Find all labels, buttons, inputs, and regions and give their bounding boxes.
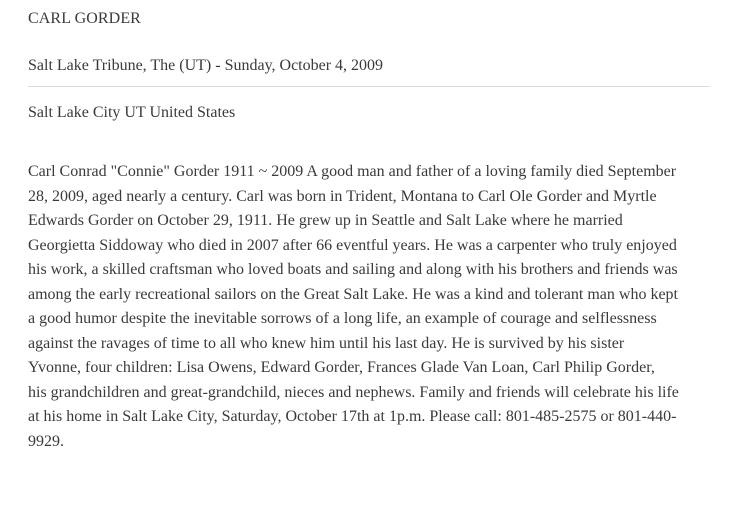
body-line: at his home in Salt Lake City, Saturday, October 17th at 1p.m. Please call: 801-485-2575 or 801-440-: [28, 408, 677, 425]
body-line: his work, a skilled craftsman who loved boats and sailing and along with his brothers and friends was: [28, 261, 678, 278]
body-line: Georgietta Siddoway who died in 2007 after 66 eventful years. He was a carpenter who truly enjoyed: [28, 236, 677, 254]
obituary-name: CARL GORDER: [28, 10, 141, 27]
body-line: 28, 2009, aged nearly a century. Carl was born in Trident, Montana to Carl Ole Gorder and Myrtle: [28, 187, 657, 205]
publication-source: Salt Lake Tribune, The (UT) - Sunday, October 4, 2009: [28, 57, 384, 74]
body-line: among the early recreational sailors on the Great Salt Lake. He was a kind and tolerant man who kept: [28, 285, 678, 303]
body-line: Yvonne, four children: Lisa Owens, Edward Gorder, Frances Glade Van Loan, Carl Philip Gorder,: [28, 359, 655, 376]
body-line: against the ravages of time to all who knew him until his last day. He is survived by his sister: [28, 334, 625, 352]
body-line: his grandchildren and great-grandchild, nieces and nephews. Family and friends will celebrate his life: [28, 383, 679, 401]
obituary-body: [28, 160, 716, 454]
body-line: Edwards Gorder on October 29, 1911. He grew up in Seattle and Salt Lake where he married: [28, 212, 623, 229]
body-line: a good humor despite the inevitable sorrows of a long life, an example of courage and selflessness: [28, 310, 657, 327]
divider: [28, 86, 710, 87]
body-line: 9929.: [28, 432, 64, 450]
body-line: Carl Conrad "Connie" Gorder 1911 ~ 2009 A good man and father of a loving family died September: [28, 163, 677, 180]
obituary-location: Salt Lake City UT United States: [28, 104, 236, 121]
